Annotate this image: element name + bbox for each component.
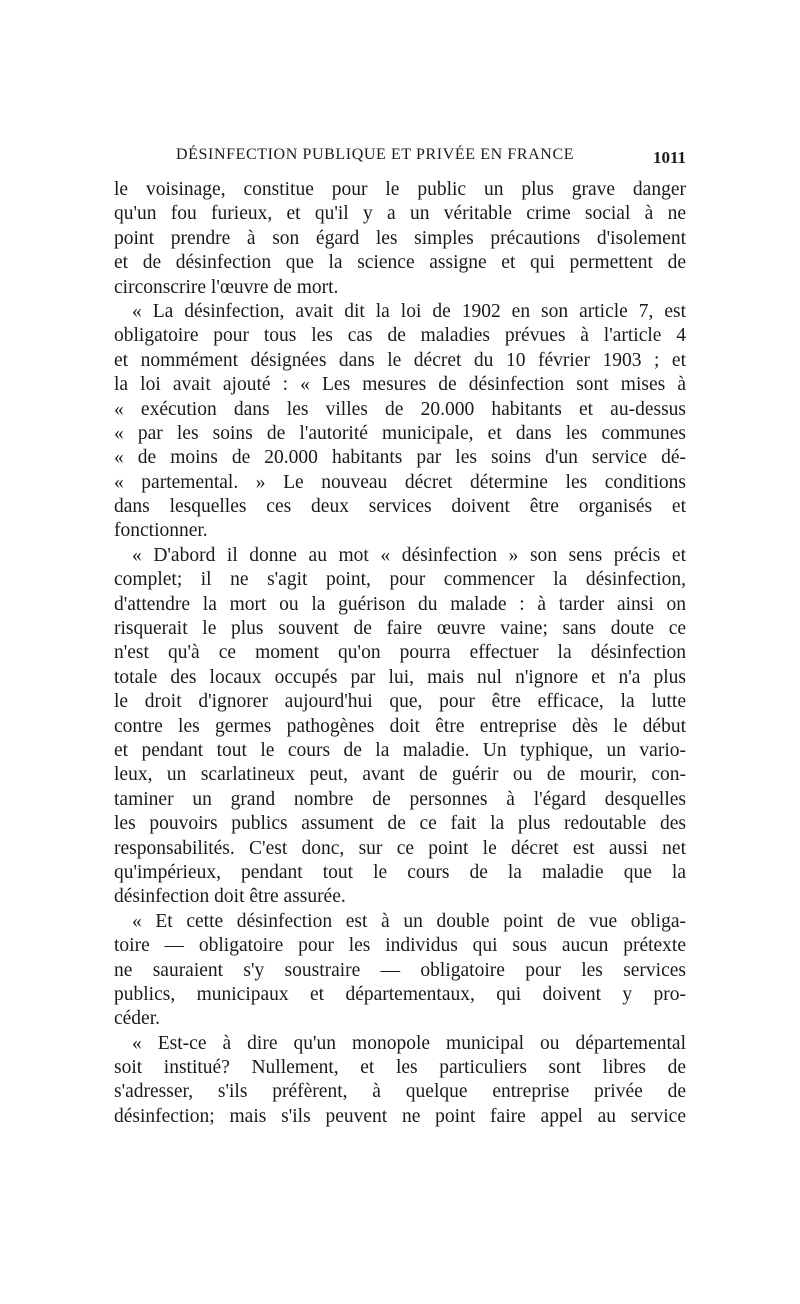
text-line: totale des locaux occupés par lui, mais nul n'ignore et n'a plus	[114, 666, 686, 688]
text-line: responsabilités. C'est donc, sur ce point le décret est aussi net	[114, 837, 686, 859]
text-line: s'adresser, s'ils préfèrent, à quelque entreprise privée de	[114, 1081, 686, 1103]
text-line: et pendant tout le cours de la maladie. Un typhique, un vario-	[114, 739, 686, 761]
text-line: taminer un grand nombre de personnes à l'égard desquelles	[114, 788, 686, 810]
text-line: la loi avait ajouté : « Les mesures de désinfection sont mises à	[114, 374, 686, 396]
text-line: « Est-ce à dire qu'un monopole municipal ou départemental	[132, 1032, 686, 1054]
text-line: publics, municipaux et départementaux, qui doivent y pro-	[114, 983, 686, 1005]
text-line: contre les germes pathogènes doit être entreprise dès le début	[114, 715, 686, 737]
text-line: « D'abord il donne au mot « désinfection » son sens précis et	[132, 544, 686, 566]
text-line: et nommément désignées dans le décret du 10 février 1903 ; et	[114, 349, 686, 371]
text-line: le droit d'ignorer aujourd'hui que, pour être efficace, la lutte	[114, 691, 686, 713]
body-text	[114, 178, 686, 1129]
text-line: le voisinage, constitue pour le public un plus grave danger	[114, 179, 686, 200]
text-line: d'attendre la mort ou la guérison du malade : à tarder ainsi on	[114, 593, 686, 615]
text-line: circonscrire l'œuvre de mort.	[114, 276, 339, 298]
text-line: désinfection doit être assurée.	[114, 886, 346, 908]
text-line: et de désinfection que la science assigne et qui permettent de	[114, 252, 686, 274]
running-head	[176, 146, 686, 174]
text-line: « par les soins de l'autorité municipale, et dans les communes	[114, 422, 686, 444]
text-line: point prendre à son égard les simples précautions d'isolement	[114, 227, 686, 249]
text-line: leux, un scarlatineux peut, avant de guérir ou de mourir, con-	[114, 764, 686, 786]
text-line: désinfection; mais s'ils peuvent ne point faire appel au service	[114, 1105, 686, 1127]
running-title: DÉSINFECTION PUBLIQUE ET PRIVÉE EN FRANCE	[176, 146, 575, 163]
text-line: « Et cette désinfection est à un double point de vue obliga-	[132, 910, 686, 932]
text-line: toire — obligatoire pour les individus qui sous aucun prétexte	[114, 935, 686, 957]
text-line: fonctionner.	[114, 520, 208, 542]
text-line: « exécution dans les villes de 20.000 habitants et au-dessus	[114, 398, 686, 420]
text-line: ne sauraient s'y soustraire — obligatoire pour les services	[114, 959, 686, 981]
text-line: « La désinfection, avait dit la loi de 1902 en son article 7, est	[132, 300, 686, 322]
text-line: dans lesquelles ces deux services doivent être organisés et	[114, 496, 686, 518]
text-line: soit institué? Nullement, et les particuliers sont libres de	[114, 1057, 686, 1079]
text-line: qu'un fou furieux, et qu'il y a un véritable crime social à ne	[114, 203, 686, 225]
text-line: obligatoire pour tous les cas de maladies prévues à l'article 4	[114, 325, 686, 347]
text-line: risquerait le plus souvent de faire œuvre vaine; sans doute ce	[114, 618, 686, 640]
text-line: « de moins de 20.000 habitants par les soins d'un service dé-	[114, 447, 686, 469]
text-line: qu'impérieux, pendant tout le cours de la maladie que la	[114, 861, 686, 883]
text-line: les pouvoirs publics assument de ce fait la plus redoutable des	[114, 813, 686, 835]
text-line: « partemental. » Le nouveau décret détermine les conditions	[114, 471, 686, 493]
page-number: 1011	[652, 148, 686, 167]
text-line: complet; il ne s'agit point, pour commencer la désinfection,	[114, 569, 686, 591]
text-line: céder.	[114, 1008, 161, 1030]
text-line: n'est qu'à ce moment qu'on pourra effectuer la désinfection	[114, 642, 686, 664]
